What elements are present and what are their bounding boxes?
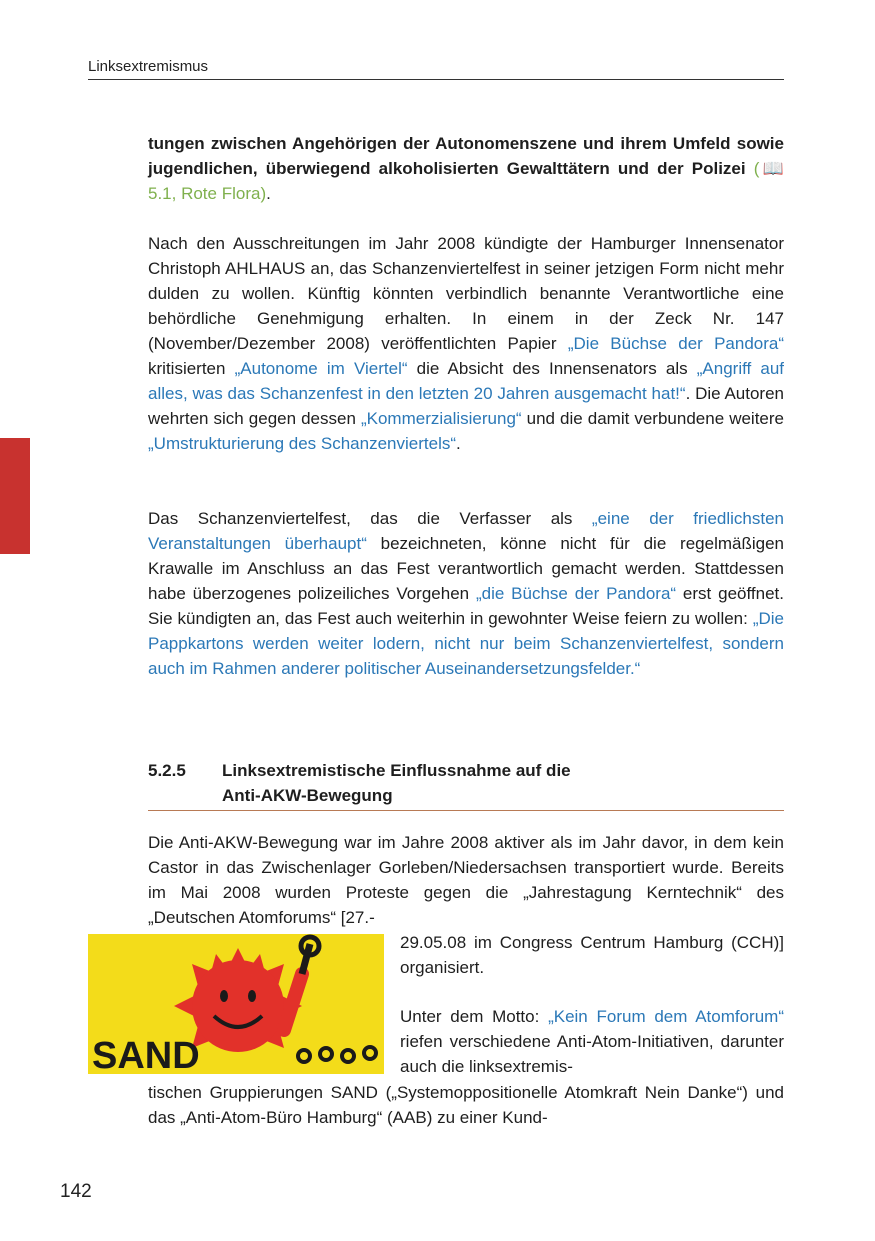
section-title-line-2: Anti-AKW-Bewegung <box>222 786 393 805</box>
text-segment: die Absicht des Innensenators als <box>407 359 697 378</box>
quote: „Autonome im Viertel“ <box>234 359 408 378</box>
text-segment: Nach den Ausschreitungen im Jahr 2008 kündigte der Hamburger Innensenator Christoph AHLHAUS an, das Schanzenviertelfest in seiner jetzigen Form nicht mehr dulden zu wollen. Künftig könnten verbindlich benannte Verantwortliche eine behördliche Genehmigung erhalten. In einem in der Zeck Nr. 147 (November/Dezember 2008) veröffentlichten Papier <box>148 234 784 353</box>
quote: „die Büchse der Pandora“ <box>475 584 677 603</box>
text-segment: und die damit verbundene weitere <box>521 409 784 428</box>
paragraph-5-continuation <box>148 1080 784 1130</box>
sand-logo-text: SAND <box>92 1035 200 1074</box>
sand-logo <box>88 934 384 1074</box>
paragraph-1-bold-text: tungen zwischen Angehörigen der Autonomenszene und ihrem Umfeld sowie jugendlichen, überwiegend alkoholisierten Gewalttätern und der Polizei <box>148 134 784 178</box>
text-segment: bezeichneten, könne nicht für die regelmäßigen Krawalle im Anschluss an das Fest verantwortlich gemacht werden. Stattdessen habe überzogenes polizeiliches Vorgehen <box>148 534 784 603</box>
quote: „Angriff auf alles, was das Schanzenfest in den letzten 20 Jahren ausgemacht hat!“ <box>148 359 785 403</box>
quote: „Umstrukturierung des Schanzenviertels“ <box>148 434 457 453</box>
paragraph-5 <box>400 1004 784 1079</box>
text-segment: Die Anti-AKW-Bewegung war im Jahre 2008 aktiver als im Jahr davor, in dem kein Castor in das Zwischenlager Gorleben/Niedersachsen transportiert wurde. Bereits im Mai 2008 wurden Proteste gegen die „Jahrestagung Kerntechnik“ des „Deutschen Atomforums“ [27.- <box>148 833 784 927</box>
quote: „Kein Forum dem Atomforum“ <box>548 1007 784 1026</box>
chapter-side-tab <box>0 438 30 554</box>
text-segment: riefen verschiedene Anti-Atom-Initiativen, darunter auch die linksextremis- <box>400 1032 784 1076</box>
page-number: 142 <box>60 1181 92 1202</box>
text-segment: erst geöffnet. Sie kündigten an, das Fest auch weiterhin in gewohnter Weise feiern zu wollen: <box>148 584 784 628</box>
paragraph-1 <box>148 131 784 206</box>
section-number: 5.2.5 <box>148 761 186 780</box>
paragraph-4 <box>148 830 784 930</box>
quote: „Die Pappkartons werden weiter lodern, nicht nur beim Schanzenviertelfest, sondern auch im Rahmen anderer politischer Auseinandersetzungsfelder.“ <box>148 609 784 678</box>
quote: „Kommerzialisierung“ <box>360 409 522 428</box>
paragraph-3 <box>148 506 784 681</box>
text-segment: Das Schanzenviertelfest, das die Verfasser als <box>148 509 592 528</box>
sun-icon <box>192 960 284 1052</box>
reference-open: ( <box>745 159 760 178</box>
text-segment: Unter dem Motto: <box>400 1007 549 1026</box>
text-segment: tischen Gruppierungen SAND („Systemoppositionelle Atomkraft Nein Danke“) und das „Anti-Atom-Büro Hamburg“ (AAB) zu einer Kund- <box>148 1083 784 1127</box>
section-heading <box>148 758 784 811</box>
arm-icon <box>284 974 302 1030</box>
book-icon: 📖 <box>759 159 784 178</box>
quote: „eine der friedlichsten Veranstaltungen überhaupt“ <box>148 509 784 553</box>
paragraph-4-continuation <box>400 930 784 980</box>
cross-reference-link[interactable]: 5.1, Rote Flora) <box>148 184 267 203</box>
text-segment: 29.05.08 im Congress Centrum Hamburg (CCH)] organisiert. <box>400 933 784 977</box>
running-head: Linksextremismus <box>88 58 784 80</box>
text-segment: kritisierten <box>148 359 235 378</box>
text-segment: . <box>456 434 461 453</box>
paragraph-2 <box>148 231 784 456</box>
section-title-line-1: Linksextremistische Einflussnahme auf die <box>222 761 571 780</box>
text-segment: . Die Autoren wehrten sich gegen dessen <box>148 384 784 428</box>
paragraph-1-end: . <box>266 184 271 203</box>
sand-logo-graphic <box>88 934 384 1074</box>
gears-icon <box>298 1047 376 1062</box>
quote: „Die Büchse der Pandora“ <box>567 334 785 353</box>
